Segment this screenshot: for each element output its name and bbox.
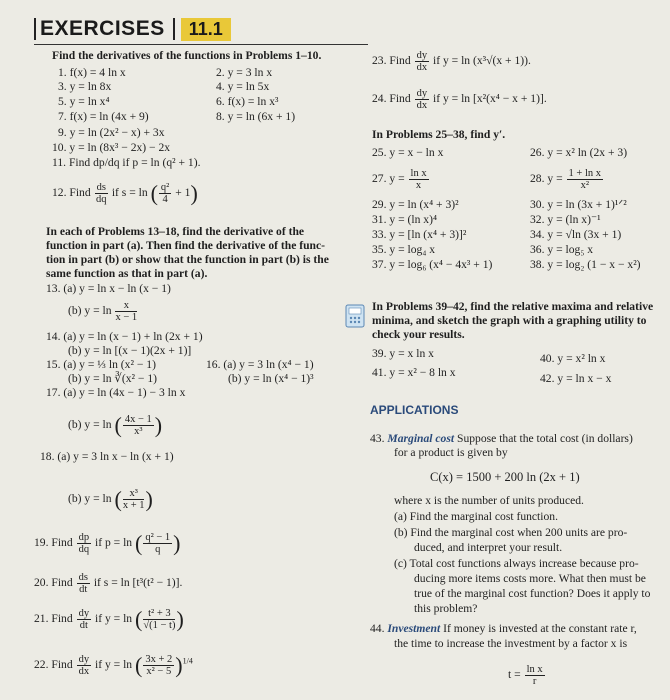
frac-num: ln x: [410, 168, 427, 179]
frac-dy-dx: [415, 88, 430, 111]
problem-43-c-cont3: this problem?: [414, 602, 478, 615]
frac-27: [409, 168, 429, 191]
frac-den: x − 1: [115, 312, 138, 323]
intro-25-38: In Problems 25–38, find y′.: [372, 128, 506, 141]
problem-24: [372, 88, 547, 111]
problem-17a: 17. (a) y = ln (4x − 1) − 3 ln x: [46, 386, 186, 399]
problem-24-lead: 24. Find: [372, 92, 411, 106]
problem-25: 25. y = x − ln x: [372, 146, 444, 159]
problem-35: 35. y = log₄ x: [372, 243, 436, 256]
problem-43-line2: for a product is given by: [394, 446, 508, 459]
frac-num: dy: [78, 608, 90, 619]
problem-18b: (b) y = ln ( $\frac{\text{x³}}{x + 1}$ ): [68, 486, 153, 512]
problem-26: 26. y = x² ln (2x + 3): [530, 146, 628, 159]
frac-den: q: [155, 544, 161, 555]
frac-den: x + 1: [122, 500, 145, 511]
graphing-utility-icon: [345, 303, 365, 329]
applications-heading: APPLICATIONS: [370, 403, 459, 417]
problem-12: 12. Find $\frac{ds}{dq}$ if s = ln ( $\frac{\text{q²}}{4}$ + 1): [52, 180, 198, 206]
frac-den: x³: [134, 426, 143, 437]
frac-44: [525, 664, 545, 687]
frac-den: dq: [95, 194, 107, 205]
problem-9: 9. y = ln (2x² − x) + 3x: [58, 126, 165, 139]
problem-21-mid: if y = ln: [94, 612, 133, 626]
problem-43: [370, 432, 633, 446]
problem-43-b: (b) Find the marginal cost when 200 units are pro-: [394, 526, 628, 539]
frac-num: ds: [78, 572, 88, 583]
problem-20-lead: 20. Find: [34, 576, 73, 590]
intro-39-42-line2: minima, and sketch the graph with a graphing utility to: [372, 314, 647, 327]
problem-12-mid: if s = ln: [111, 186, 148, 200]
problem-43-c-cont2: true of the marginal cost function? Does it apply to: [414, 587, 651, 600]
header-title: EXERCISES: [40, 17, 165, 40]
problem-10: 10. y = ln (8x³ − 2x) − 2x: [52, 141, 171, 154]
frac-den: x² − 5: [146, 666, 172, 677]
problem-15b: (b) y = ln ∛(x² − 1): [68, 372, 157, 385]
frac-ds-dq: [95, 182, 108, 205]
frac-q2-4: [159, 182, 171, 205]
problem-18a: 18. (a) y = 3 ln x − ln (x + 1): [40, 450, 174, 463]
problem-19-mid: if p = ln: [94, 536, 133, 550]
problem-3: 3. y = ln 8x: [58, 80, 112, 93]
frac-num: dy: [78, 654, 90, 665]
problem-20-tail: if s = ln [t³(t² − 1)].: [93, 576, 183, 590]
header-bar-divider: [173, 18, 175, 40]
problem-42: 42. y = ln x − x: [540, 372, 612, 385]
problem-28-lead: 28. y =: [530, 172, 563, 186]
problem-27: [372, 168, 430, 191]
problem-43-text: Suppose that the total cost (in dollars): [457, 432, 633, 445]
problem-23-tail: if y = ln (x³√(x + 1)).: [432, 54, 531, 68]
problem-20: [34, 572, 182, 595]
frac-num: x³: [123, 488, 145, 500]
intro-13-18-line1: In each of Problems 13–18, find the derivative of the: [46, 225, 305, 238]
exercises-header: [34, 14, 231, 44]
problem-18b-lead: (b) y = ln: [68, 492, 112, 506]
problem-14a: 14. (a) y = ln (x − 1) + ln (2x + 1): [46, 330, 203, 343]
intro-13-18-line2: function in part (a). Then find the derivative of the func-: [46, 239, 326, 252]
problem-44-line2: the time to increase the investment by a factor x is: [394, 637, 628, 650]
intro-39-42-line1: In Problems 39–42, find the relative maxima and relative: [372, 300, 654, 313]
frac-num: ln x: [526, 664, 543, 675]
problem-44-num: 44.: [370, 622, 385, 635]
investment-equation-lead: t =: [508, 668, 521, 682]
problem-4: 4. y = ln 5x: [216, 80, 270, 93]
problem-27-lead: 27. y =: [372, 172, 405, 186]
frac-28: [567, 168, 603, 191]
problem-43-a: (a) Find the marginal cost function.: [394, 510, 558, 523]
problem-43-c-cont1: ducing more items costs more. What then must be: [414, 572, 646, 585]
frac-den: dx: [416, 62, 428, 73]
problem-22-mid: if y = ln: [94, 658, 133, 672]
problem-15a: 15. (a) y = ⅓ ln (x² − 1): [46, 358, 156, 371]
problem-5: 5. y = ln x⁴: [58, 95, 110, 108]
frac-den: dx: [78, 666, 90, 677]
problem-24-tail: if y = ln [x²(x⁴ − x + 1)].: [432, 92, 547, 106]
problem-30: 30. y = ln (3x + 1)¹ᐟ²: [530, 198, 627, 211]
frac-den: r: [532, 676, 537, 687]
frac-x-xm1: [115, 300, 137, 323]
intro-39-42-line3: check your results.: [372, 328, 465, 341]
frac-21: [143, 608, 175, 631]
frac-den: dt: [79, 584, 88, 595]
problem-43-b-cont: duced, and interpret your result.: [414, 541, 563, 554]
problem-33: 33. y = [ln (x⁴ + 3)]²: [372, 228, 467, 241]
frac-num: dy: [416, 50, 428, 61]
frac-num: q² − 1: [145, 532, 171, 543]
frac-dp-dq: [77, 532, 92, 555]
problem-31: 31. y = (ln x)⁴: [372, 213, 437, 226]
intro-13-18-line4: same function as that in part (a).: [46, 267, 208, 280]
problem-14b: (b) y = ln [(x − 1)(2x + 1)]: [68, 344, 192, 357]
problem-44: [370, 622, 637, 636]
problem-44-title: Investment: [387, 622, 441, 635]
problem-11: 11. Find dp/dq if p = ln (q² + 1).: [52, 156, 201, 169]
problem-16b: (b) y = ln (x⁴ − 1)³: [228, 372, 314, 385]
problem-32: 32. y = (ln x)⁻¹: [530, 213, 601, 226]
problem-8: 8. y = ln (6x + 1): [216, 110, 296, 123]
problem-23: [372, 50, 531, 73]
problem-43-title: Marginal cost: [387, 432, 455, 445]
frac-num: q²: [160, 182, 170, 193]
problem-43-c: (c) Total cost functions always increase because pro-: [394, 557, 639, 570]
problem-21: 21. Find $\frac{dy}{dt}$ if y = ln ( $\frac{\text{t² + 3}}{√(1 - t)}$ ): [34, 606, 184, 632]
problem-40: 40. y = x² ln x: [540, 352, 606, 365]
problem-43-num: 43.: [370, 432, 385, 445]
problem-12-lead: 12. Find: [52, 186, 91, 200]
frac-den: x²: [580, 180, 589, 191]
problem-13a: 13. (a) y = ln x − ln (x − 1): [46, 282, 171, 295]
intro-13-18-line3: tion in part (b) or show that the function in part (b) is the: [46, 253, 329, 266]
problem-19-lead: 19. Find: [34, 536, 73, 550]
problem-13b-lead: (b) y = ln: [68, 304, 112, 318]
intro-1-10: Find the derivatives of the functions in Problems 1–10.: [52, 49, 322, 62]
investment-equation: [508, 664, 546, 687]
problem-37: 37. y = log₆ (x⁴ − 4x³ + 1): [372, 258, 493, 271]
problem-7: 7. f(x) = ln (4x + 9): [58, 110, 149, 123]
frac-dy-dt: [77, 608, 92, 631]
problem-38: 38. y = log₂ (1 − x − x²): [530, 258, 641, 271]
problem-28: [530, 168, 604, 191]
exponent: 1/4: [182, 656, 193, 666]
problem-16a: 16. (a) y = 3 ln (x⁴ − 1): [206, 358, 314, 371]
frac-num: dy: [416, 88, 428, 99]
problem-1: 1. f(x) = 4 ln x: [58, 66, 126, 79]
frac-18: [123, 488, 145, 511]
frac-num: ds: [96, 182, 106, 193]
problem-29: 29. y = ln (x⁴ + 3)²: [372, 198, 459, 211]
problem-17b-lead: (b) y = ln: [68, 418, 112, 432]
section-number: 11.1: [181, 18, 231, 41]
frac-num: t² + 3: [143, 608, 175, 620]
frac-19: [143, 532, 172, 555]
header-bar-left: [34, 18, 36, 40]
problem-39: 39. y = x ln x: [372, 347, 434, 360]
frac-num: 1 + ln x: [568, 168, 601, 179]
problem-19: 19. Find $\frac{dp}{dq}$ if p = ln ( $\frac{\text{q² − 1}}{q}$ ): [34, 530, 181, 556]
problem-2: 2. y = 3 ln x: [216, 66, 273, 79]
frac-den: √(1 − t): [143, 620, 176, 631]
problem-36: 36. y = log₅ x: [530, 243, 594, 256]
frac-22: [143, 654, 174, 677]
frac-num: x: [115, 300, 137, 312]
problem-43-line3: where x is the number of units produced.: [394, 494, 584, 507]
problem-12-tail: + 1: [175, 186, 191, 200]
problem-44-text: If money is invested at the constant rate r,: [443, 622, 637, 635]
problem-6: 6. f(x) = ln x³: [216, 95, 279, 108]
frac-num: 4x − 1: [124, 414, 152, 425]
frac-dy-dx: [77, 654, 92, 677]
problem-41: 41. y = x² − 8 ln x: [372, 366, 456, 379]
problem-17b: (b) y = ln ( $\frac{4x - 1}{\text{x³}}$ ): [68, 412, 163, 438]
problem-21-lead: 21. Find: [34, 612, 73, 626]
cost-equation: C(x) = 1500 + 200 ln (2x + 1): [430, 470, 580, 484]
frac-den: x: [415, 180, 422, 191]
frac-den: dt: [79, 620, 88, 631]
frac-den: 4: [162, 194, 168, 205]
frac-17: [123, 414, 154, 437]
frac-den: dx: [416, 100, 428, 111]
header-rule: [34, 44, 368, 45]
problem-13b: [68, 300, 138, 323]
problem-23-lead: 23. Find: [372, 54, 411, 68]
frac-num: dp: [78, 532, 90, 543]
problem-22-lead: 22. Find: [34, 658, 73, 672]
frac-ds-dt: [77, 572, 90, 595]
problem-34: 34. y = √ln (3x + 1): [530, 228, 622, 241]
frac-dy-dx: [415, 50, 430, 73]
problem-22: 22. Find $\frac{dy}{dx}$ if y = ln ( $\frac{3x + 2}{\text{x² − 5}}$ )$^{1/4}$: [34, 652, 193, 678]
frac-den: dq: [78, 544, 90, 555]
frac-num: 3x + 2: [145, 654, 173, 665]
